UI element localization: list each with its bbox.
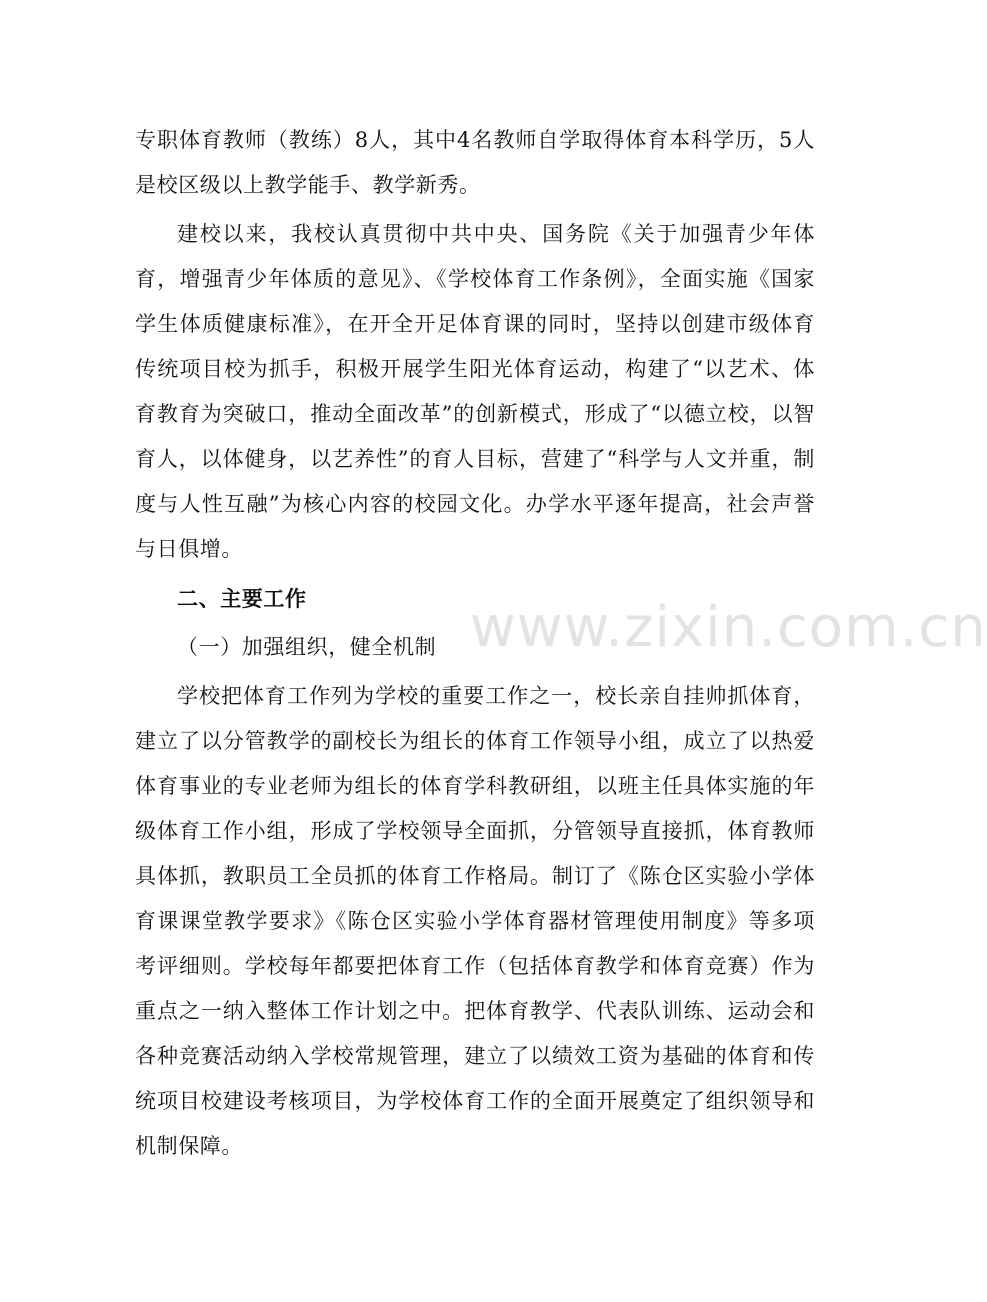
subsection-heading: （一）加强组织，健全机制 [177, 635, 437, 659]
section-heading: 二、主要工作 [177, 586, 307, 611]
watermark: www.zixin.com.cn [470, 595, 987, 660]
paragraph-school-history: 建校以来，我校认真贯彻中共中央、国务院《关于加强青少年体育，增强青少年体质的意见》、《学校体育工作条例》，全面实施《国家学生体质健康标准》，在开全开足体育课的同时，坚持以创建市级体育传统项目校为抓手，积极开展学生阳光体育运动，构建了“以艺术、体育教育为突破口，推动全面改革”的创新模式，形成了“以德立校，以智育人，以体健身，以艺养性”的育人目标，营建了“科学与人文并重，制度与人性互融”为核心内容的校园文化。办学水平逐年提高，社会声誉与日俱增。 [135, 222, 815, 561]
document-body [135, 118, 815, 1173]
paragraph-organization: 学校把体育工作列为学校的重要工作之一，校长亲自挂帅抓体育，建立了以分管教学的副校长为组长的体育工作领导小组，成立了以热爱体育事业的专业老师为组长的体育学科教研组，以班主任具体实施的年级体育工作小组，形成了学校领导全面抓，分管领导直接抓，体育教师具体抓，教职员工全员抓的体育工作格局。制订了《陈仓区实验小学体育课课堂教学要求》《陈仓区实验小学体育器材管理使用制度》等多项考评细则。学校每年都要把体育工作（包括体育教学和体育竞赛）作为重点之一纳入整体工作计划之中。把体育教学、代表队训练、运动会和各种竞赛活动纳入学校常规管理，建立了以绩效工资为基础的体育和传统项目校建设考核项目，为学校体育工作的全面开展奠定了组织领导和机制保障。 [135, 684, 815, 1158]
paragraph-staff: 专职体育教师（教练）8人，其中4名教师自学取得体育本科学历，5人是校区级以上教学能手、教学新秀。 [135, 128, 815, 197]
